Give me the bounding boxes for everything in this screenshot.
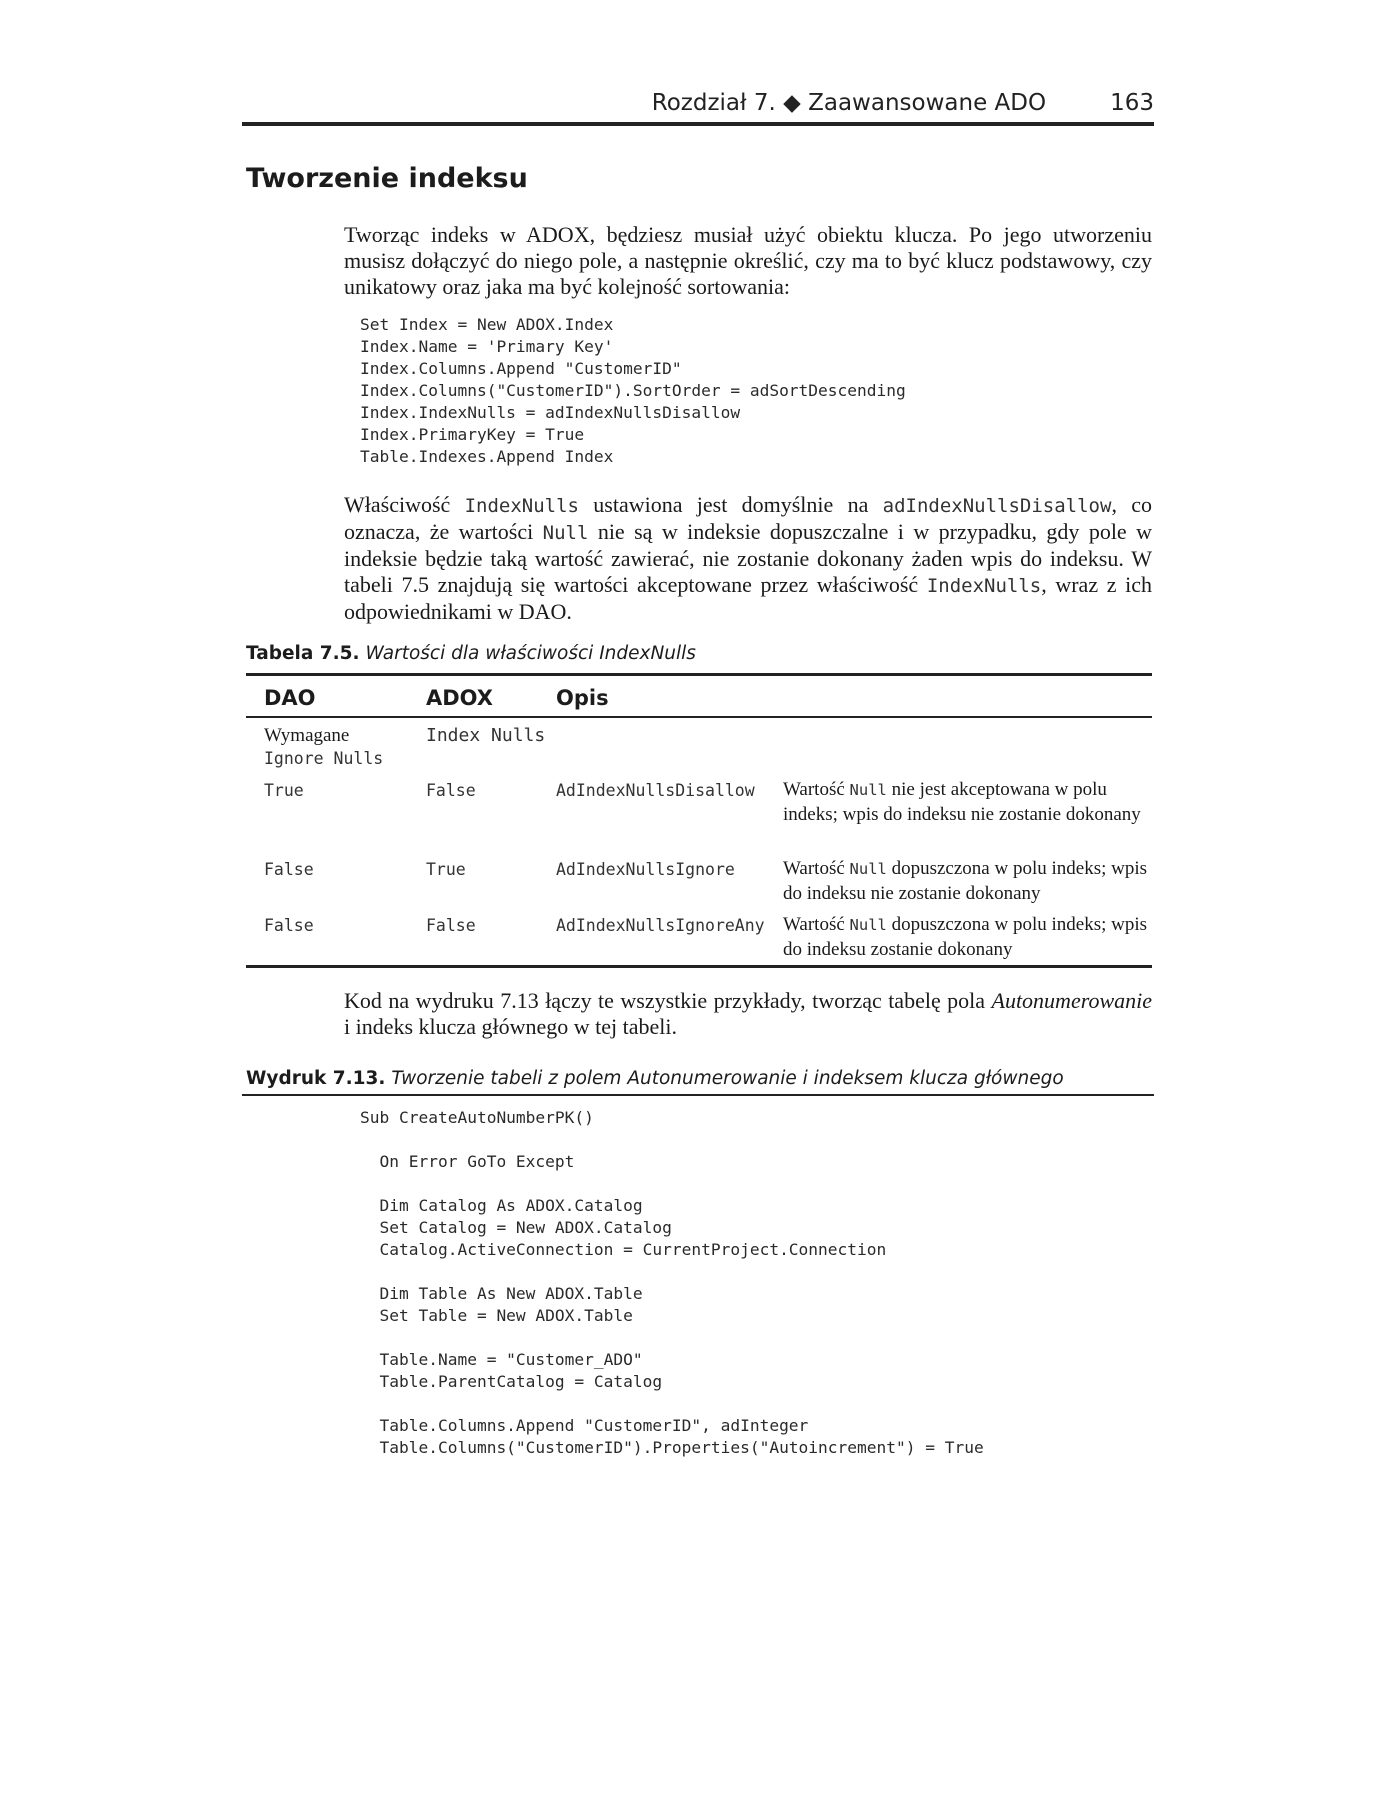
group-dao-line2: Ignore Nulls — [264, 749, 384, 768]
inline-code: IndexNulls — [464, 495, 579, 517]
table-caption — [246, 643, 696, 664]
group-dao — [264, 724, 383, 770]
text-run: , wraz z ich odpowiednikami w DAO. — [344, 572, 1152, 624]
listing-intro-paragraph — [344, 988, 1152, 1040]
inline-code: Null — [542, 522, 589, 544]
listing-caption-text: Tworzenie tabeli z polem Autonumerowanie i indeksem klucza głównego — [391, 1068, 1064, 1089]
text-run: i indeks klucza głównego w tej tabeli. — [344, 1014, 677, 1039]
intro-paragraph: Tworząc indeks w ADOX, będziesz musiał użyć obiektu klucza. Po jego utworzeniu musisz dołączyć do niego pole, a następnie określić, czy ma to być klucz podstawowy, czy unikatowy oraz jaka ma być kolejność sortowania: — [344, 222, 1152, 299]
inline-code: Null — [849, 860, 887, 878]
listing-caption-label: Wydruk 7.13. — [246, 1068, 386, 1089]
text-run: nie są w indeksie dopuszczalne i w przypadku, gdy pole w indeksie będzie taką wartość zawierać, nie zostanie dokonany żaden wpis do indeksu. W tabeli 7.5 znajdują się wartości akceptowane przez właściwość — [344, 519, 1152, 597]
inline-code: IndexNulls — [926, 575, 1042, 597]
table-top-rule — [246, 673, 1152, 676]
text-run: dopuszczona w polu indeks; wpis do indeksu zostanie dokonany — [783, 914, 1148, 960]
emphasis: Autonumerowanie — [991, 988, 1152, 1013]
row3-dao: False — [264, 916, 314, 935]
inline-code: Null — [849, 916, 887, 934]
row2-constant: AdIndexNullsIgnore — [556, 860, 735, 879]
row1-description — [783, 778, 1148, 826]
inline-code: Null — [849, 781, 887, 799]
table-header-rule — [246, 716, 1152, 718]
group-adox: Index Nulls — [426, 725, 546, 746]
indexnulls-paragraph — [344, 492, 1152, 625]
row1-constant: AdIndexNullsDisallow — [556, 781, 755, 800]
listing-rule — [242, 1094, 1154, 1096]
inline-code: adIndexNullsDisallow — [882, 495, 1112, 517]
table-caption-text: Wartości dla właściwości IndexNulls — [365, 643, 696, 664]
listing-code: Sub CreateAutoNumberPK() On Error GoTo Except Dim Catalog As ADOX.Catalog Set Catalog = New ADOX.Catalog Catalog.ActiveConnection = CurrentProject.Connection Dim Table As New ADOX.Table Set Table = New ADOX.Table Table.Name = "Customer_ADO" Table.ParentCatalog = Catalog Table.Columns.Append "CustomerID", adInteger Table.Columns("CustomerID").Properties("Autoincrement") = True — [360, 1108, 984, 1457]
header-rule — [242, 122, 1154, 126]
text-run: Wartość — [783, 779, 850, 800]
row3-adox: False — [426, 916, 476, 935]
chapter-title: Rozdział 7. ◆ Zaawansowane ADO — [651, 90, 1047, 116]
section-title: Tworzenie indeksu — [246, 163, 528, 194]
row2-description — [783, 857, 1148, 905]
listing-caption — [246, 1068, 1064, 1089]
row2-adox: True — [426, 860, 466, 879]
table-bottom-rule — [246, 965, 1152, 968]
row3-constant: AdIndexNullsIgnoreAny — [556, 916, 765, 935]
text-run: ustawiona jest domyślnie na — [578, 492, 883, 517]
header-opis: Opis — [556, 686, 609, 710]
running-header — [242, 90, 1154, 116]
text-run: nie jest akceptowana w polu indeks; wpis do indeksu nie zostanie dokonany — [783, 779, 1141, 825]
code-snippet-index: Set Index = New ADOX.Index Index.Name = 'Primary Key' Index.Columns.Append "CustomerID" Index.Columns("CustomerID").SortOrder = adSortDescending Index.IndexNulls = adIndexNullsDisallow Index.PrimaryKey = True Table.Indexes.Append Index — [360, 315, 906, 466]
row2-dao: False — [264, 860, 314, 879]
text-run: dopuszczona w polu indeks; wpis do indeksu nie zostanie dokonany — [783, 858, 1148, 904]
text-run: Kod na wydruku 7.13 łączy te wszystkie przykłady, tworząc tabelę pola — [344, 988, 992, 1013]
page-number: 163 — [1110, 90, 1154, 116]
row1-adox: False — [426, 781, 476, 800]
text-run: Wartość — [783, 914, 850, 935]
group-dao-line1: Wymagane — [264, 725, 350, 746]
text-run: Wartość — [783, 858, 850, 879]
row3-description — [783, 913, 1148, 961]
text-run: , co oznacza, że wartości — [344, 492, 1152, 544]
header-adox: ADOX — [426, 686, 493, 710]
text-run: Właściwość — [344, 492, 465, 517]
table-caption-label: Tabela 7.5. — [246, 643, 360, 664]
header-dao: DAO — [264, 686, 316, 710]
row1-dao: True — [264, 781, 304, 800]
